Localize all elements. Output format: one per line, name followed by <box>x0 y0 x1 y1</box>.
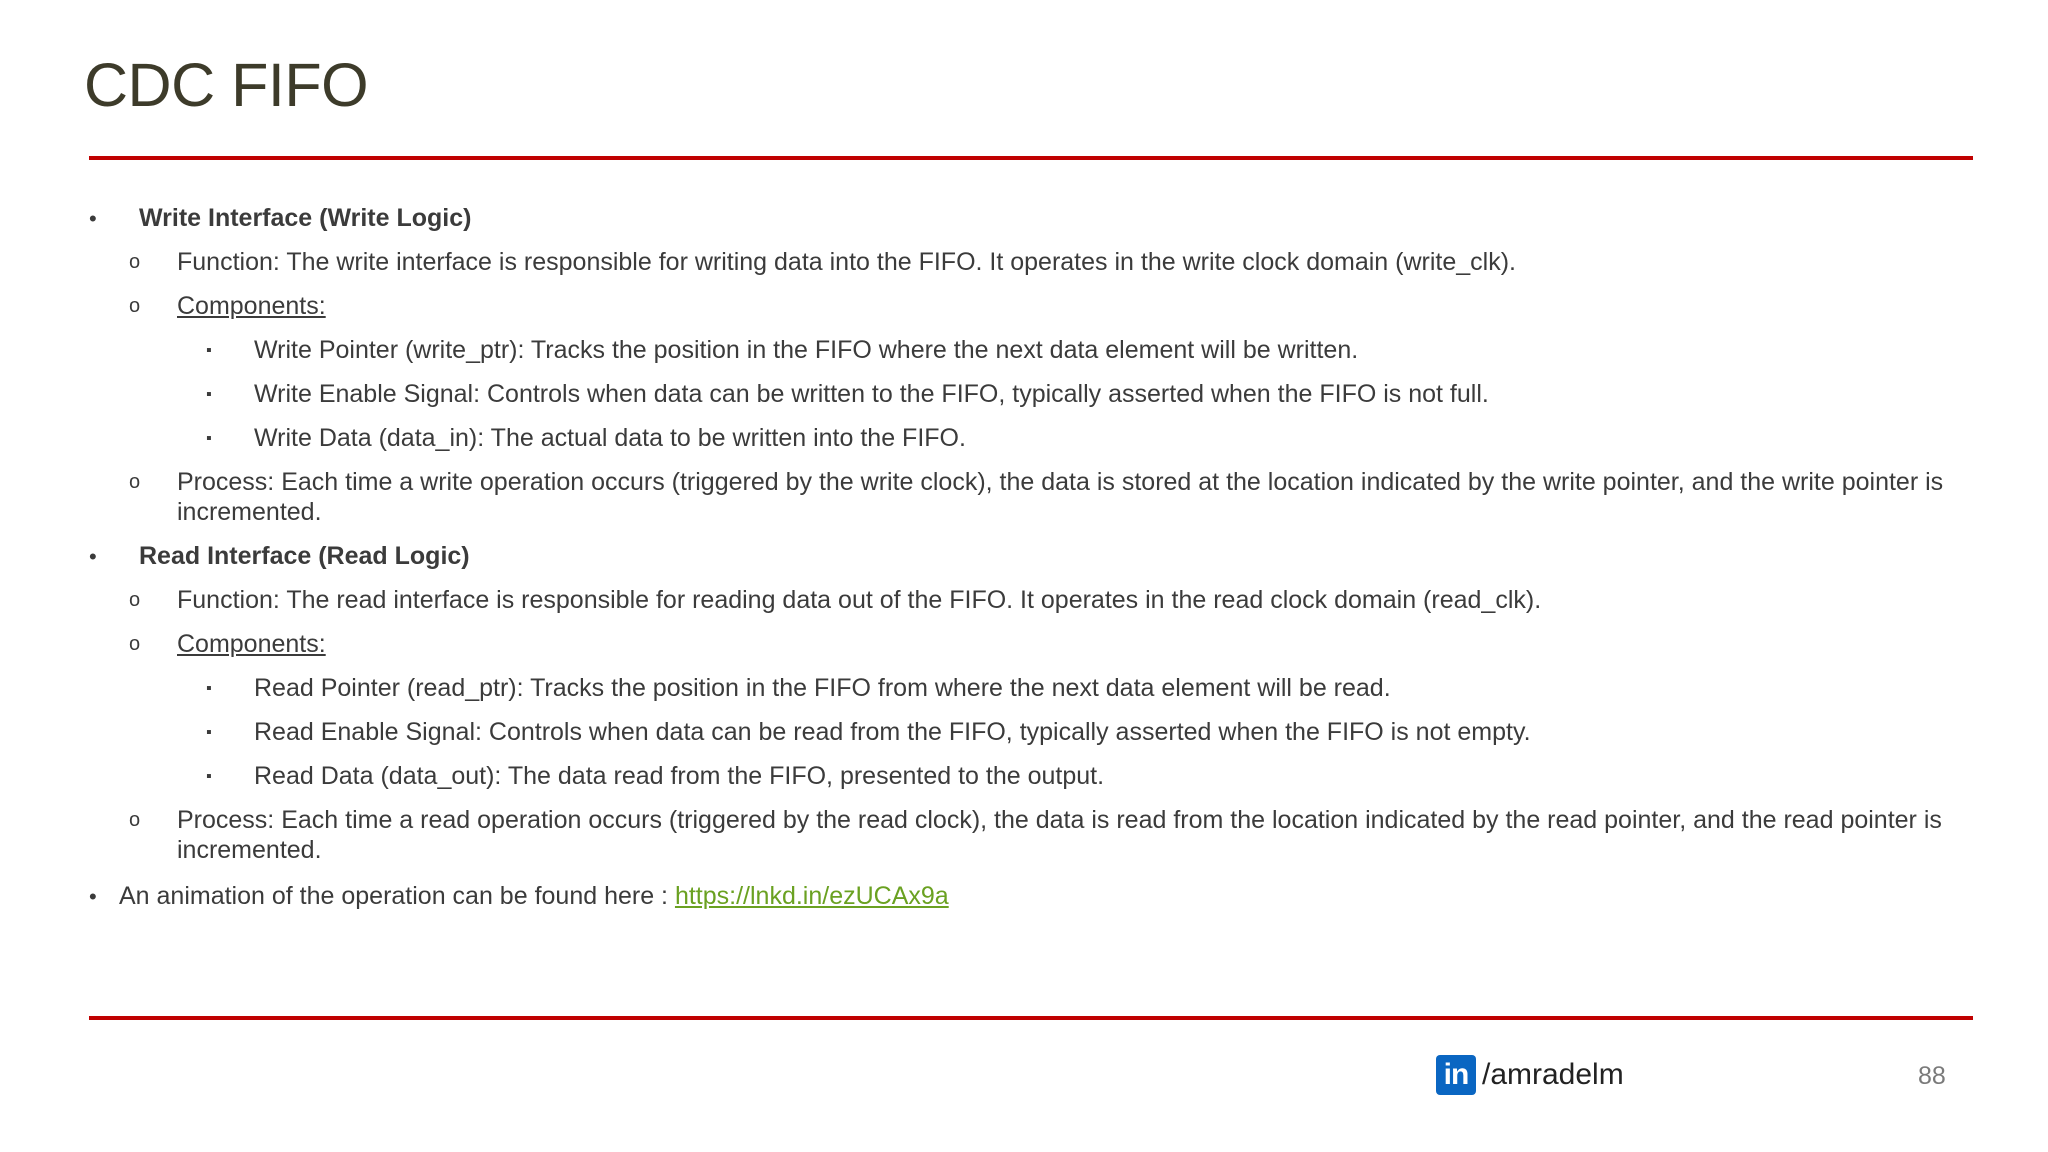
read-heading: Read Interface (Read Logic) <box>139 542 470 570</box>
write-components-label: Components: <box>177 292 326 320</box>
bullet-marker: ▪ <box>206 386 212 403</box>
read-components-label: Components: <box>177 630 326 658</box>
write-heading: Write Interface (Write Logic) <box>139 204 472 232</box>
bullet-marker: o <box>129 589 141 611</box>
bottom-divider <box>89 1016 1973 1020</box>
bullet-marker: o <box>129 295 141 317</box>
read-function-text: Function: The read interface is responsible for reading data out of the FIFO. It operates in the read clock domain (read_clk). <box>177 586 1542 614</box>
bullet-marker: • <box>89 544 97 569</box>
write-process-line1: Process: Each time a write operation occurs (triggered by the write clock), the data is stored at the location indicated by the write pointer, and the write pointer is <box>177 468 1944 496</box>
write-function-text: Function: The write interface is responsible for writing data into the FIFO. It operates in the write clock domain (write_clk). <box>177 248 1516 276</box>
write-process-line2: incremented. <box>177 498 322 526</box>
write-item-text: Write Pointer (write_ptr): Tracks the position in the FIFO where the next data element will be written. <box>254 336 1359 364</box>
bullet-marker: o <box>129 809 141 831</box>
slide-title: CDC FIFO <box>84 51 369 119</box>
top-divider <box>89 156 1973 160</box>
linkedin-handle[interactable] <box>1436 1054 1624 1096</box>
read-process-line1: Process: Each time a read operation occurs (triggered by the read clock), the data is read from the location indicated by the read pointer, and the read pointer is <box>177 806 1942 834</box>
write-item-text: Write Data (data_in): The actual data to be written into the FIFO. <box>254 424 966 452</box>
read-item-text: Read Data (data_out): The data read from the FIFO, presented to the output. <box>254 762 1105 790</box>
linkedin-icon: in <box>1436 1055 1476 1095</box>
animation-link[interactable]: https://lnkd.in/ezUCAx9a <box>674 882 949 910</box>
bullet-marker: o <box>129 633 141 655</box>
bullet-marker: o <box>129 471 141 493</box>
animation-line <box>119 881 949 912</box>
bullet-marker: o <box>129 251 141 273</box>
write-item-text: Write Enable Signal: Controls when data can be written to the FIFO, typically asserted when the FIFO is not full. <box>254 380 1489 408</box>
read-item-text: Read Pointer (read_ptr): Tracks the position in the FIFO from where the next data element will be read. <box>254 674 1391 702</box>
bullet-marker: ▪ <box>206 430 212 447</box>
bullet-marker: • <box>89 206 97 231</box>
read-process-line2: incremented. <box>177 836 322 864</box>
read-item-text: Read Enable Signal: Controls when data can be read from the FIFO, typically asserted when the FIFO is not empty. <box>254 718 1531 746</box>
bullet-marker: ▪ <box>206 724 212 741</box>
bullet-marker: ▪ <box>206 342 212 359</box>
handle-text: /amradelm <box>1482 1058 1624 1091</box>
bullet-marker: • <box>89 884 97 909</box>
bullet-marker: ▪ <box>206 680 212 697</box>
animation-text: An animation of the operation can be found here : <box>119 882 675 910</box>
page-number: 88 <box>1918 1062 1946 1090</box>
bullet-marker: ▪ <box>206 768 212 785</box>
